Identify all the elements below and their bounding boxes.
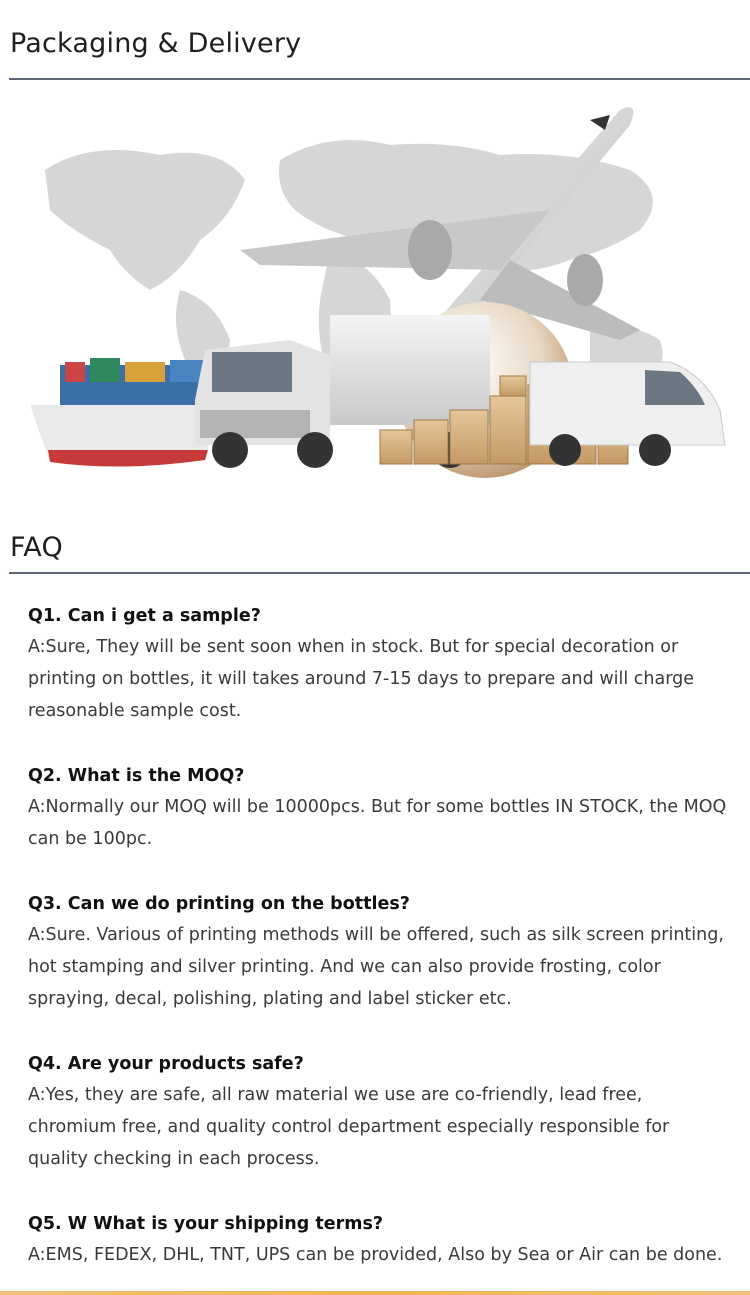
delivery-illustration (30, 100, 750, 500)
packaging-delivery-divider (9, 78, 750, 80)
faq-item (28, 761, 728, 855)
faq-question: Q5. W What is your shipping terms? (28, 1214, 384, 1234)
faq-item (28, 601, 728, 727)
faq-question: Q4. Are your products safe? (28, 1054, 304, 1074)
faq-answer: A:Sure, They will be sent soon when in stock. But for special decoration or printing on bottles, it will takes around 7-15 days to prepare and will charge reasonable sample cost. (28, 637, 694, 721)
faq-title: FAQ (10, 532, 63, 563)
faq-question: Q1. Can i get a sample? (28, 606, 261, 626)
bottom-divider (0, 1291, 750, 1295)
faq-divider (9, 572, 750, 574)
faq-answer: A:Normally our MOQ will be 10000pcs. But for some bottles IN STOCK, the MOQ can be 100pc. (28, 797, 727, 849)
faq-item (28, 889, 728, 1015)
faq-answer: A:Yes, they are safe, all raw material we use are co-friendly, lead free, chromium free, and quality control department especially responsible for quality checking in each process. (28, 1085, 670, 1169)
faq-answer: A:EMS, FEDEX, DHL, TNT, UPS can be provided, Also by Sea or Air can be done. (28, 1245, 723, 1265)
faq-question: Q2. What is the MOQ? (28, 766, 245, 786)
cargo-ship (30, 358, 220, 467)
faq-item (28, 1049, 728, 1175)
packaging-delivery-title: Packaging & Delivery (10, 28, 302, 59)
faq-item (28, 1209, 728, 1271)
faq-answer: A:Sure. Various of printing methods will be offered, such as silk screen printing, hot stamping and silver printing. And we can also provide frosting, color spraying, decal, polishing, plating and label sticker etc. (28, 925, 724, 1009)
faq-question: Q3. Can we do printing on the bottles? (28, 894, 410, 914)
